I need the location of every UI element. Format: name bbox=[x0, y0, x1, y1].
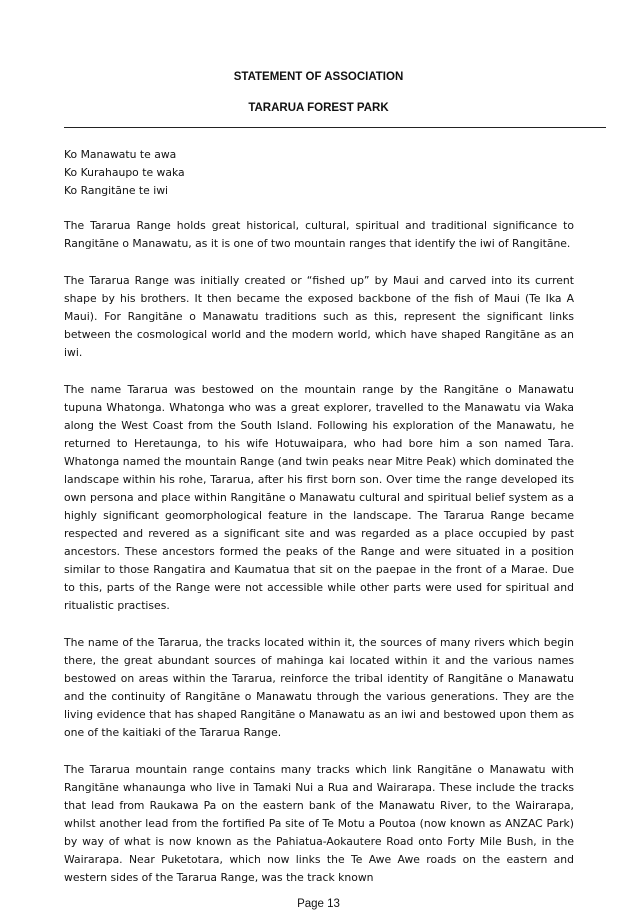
paragraph-identity: The name of the Tararua, the tracks located within it, the sources of many rivers which begin there, the great abundant sources of mahinga kai located within it and the various names bestowed on areas within the Tararua, reinforce the tribal identity of Rangitāne o Manawatu and the continuity of Rangitāne o Manawatu through the various generations. They are the living evidence that has shaped Rangitāne o Manawatu as an iwi and bestowed upon them as one of the kaitiaki of the Tararua Range. bbox=[64, 636, 574, 739]
document-subtitle: TARARUA FOREST PARK bbox=[248, 102, 389, 114]
pepeha-line-river: Ko Manawatu te awa bbox=[64, 148, 177, 161]
pepeha bbox=[64, 146, 574, 200]
header-divider bbox=[64, 127, 606, 128]
document-body bbox=[64, 146, 574, 906]
page-number: Page 13 bbox=[297, 898, 340, 910]
pepeha-line-iwi: Ko Rangitāne te iwi bbox=[64, 184, 169, 197]
pepeha-line-waka: Ko Kurahaupo te waka bbox=[64, 166, 185, 179]
paragraph-tracks: The Tararua mountain range contains many tracks which link Rangitāne o Manawatu with Rangitāne whanaunga who live in Tamaki Nui a Rua and Wairarapa. These include the tracks that lead from Raukawa Pa on the eastern bank of the Manawatu River, to the Wairarapa, whilst another lead from the fortified Pa site of Te Motu a Poutoa (now known as ANZAC Park) by way of what is now known as the Pahiatua-Aokautere Road onto Forty Mile Bush, in the Wairarapa. Near Puketotara, which now links the Te Awe Awe roads on the eastern and western sides of the Tararua Range, was the track known bbox=[64, 763, 574, 884]
paragraph-creation: The Tararua Range was initially created or “fished up” by Maui and carved into its current shape by his brothers. It then became the exposed backbone of the fish of Maui (Te Ika A Maui). For Rangitāne o Manawatu traditions such as this, represent the significant links between the cosmological world and the modern world, which have shaped Rangitāne as an iwi. bbox=[64, 274, 574, 359]
document-title: STATEMENT OF ASSOCIATION bbox=[233, 71, 404, 83]
paragraph-naming: The name Tararua was bestowed on the mountain range by the Rangitāne o Manawatu tupuna Whatonga. Whatonga who was a great explorer, travelled to the Manawatu via Waka along the West Coast from the South Island. Following his exploration of the Manawatu, he returned to Heretaunga, to his wife Hotuwaipara, who had bore him a son named Tara. Whatonga named the mountain Range (and twin peaks near Mitre Peak) which dominated the landscape within his rohe, Tararua, after his first born son. Over time the range developed its own persona and place within Rangitāne o Manawatu cultural and spiritual belief system as a highly significant geomorphological feature in the landscape. The Tararua Range became respected and revered as a significant site and was regarded as a place occupied by past ancestors. These ancestors formed the peaks of the Range and were situated in a position similar to those Rangatira and Kaumatua that sit on the paepae in the front of a Marae. Due to this, parts of the Range were not accessible while other parts were used for spiritual and ritualistic practises. bbox=[64, 383, 574, 612]
paragraph-significance: The Tararua Range holds great historical, cultural, spiritual and traditional significance to Rangitāne o Manawatu, as it is one of two mountain ranges that identify the iwi of Rangitāne. bbox=[64, 219, 574, 250]
